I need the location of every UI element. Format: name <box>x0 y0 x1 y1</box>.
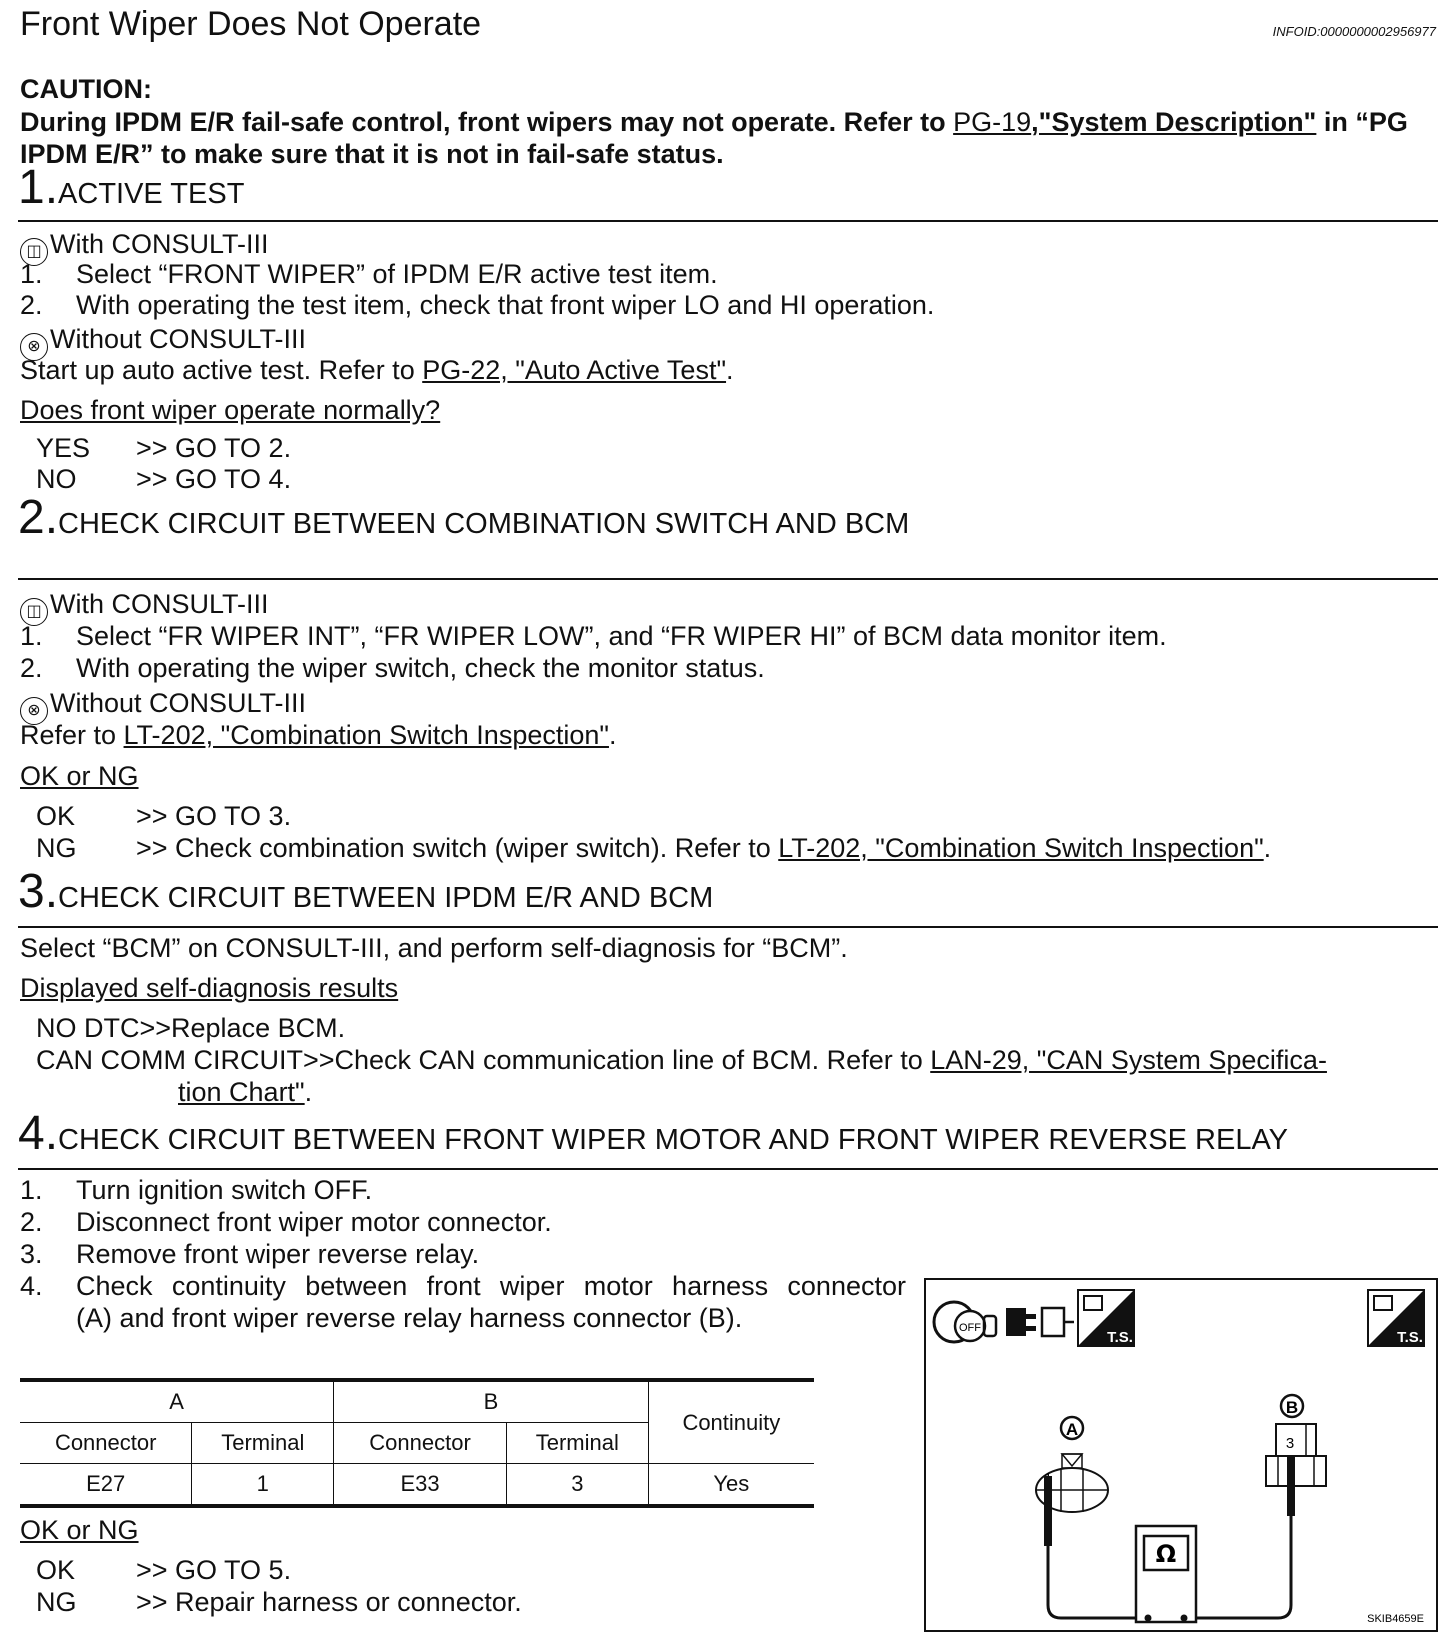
answer-no-text: >> GO TO 4. <box>136 464 292 494</box>
step-1-title: ACTIVE TEST <box>58 178 245 210</box>
step-1-number: 1. <box>18 161 59 214</box>
step-2-without-end: . <box>608 720 617 750</box>
step-2-item-1-text: Select “FR WIPER INT”, “FR WIPER LOW”, and “FR WIPER HI” of BCM data monitor item. <box>76 621 1167 651</box>
step-2-number: 2. <box>18 491 59 544</box>
step-2-item-1 <box>20 620 1167 652</box>
table-cell: 3 <box>506 1464 648 1507</box>
step-4-divider <box>18 1168 1438 1170</box>
step-1-header <box>18 161 245 214</box>
step-3-result-2-text: CAN COMM CIRCUIT>>Check CAN communication line of BCM. Refer to <box>36 1045 931 1075</box>
wire-a <box>1048 1546 1144 1618</box>
ignition-off-label: OFF <box>959 1322 981 1334</box>
ohm-symbol: Ω <box>1155 1540 1177 1568</box>
step-4-item-4-text: Check continuity between front wiper motor harness connector <box>76 1271 906 1301</box>
caution-link-code[interactable]: PG-19 <box>953 107 1032 137</box>
link-can-system-spec-cont[interactable]: tion Chart" <box>178 1077 305 1107</box>
step-1-without-prefix: Start up auto active test. Refer to <box>20 355 423 385</box>
table-cell: E27 <box>20 1464 192 1507</box>
continuity-diagram <box>924 1278 1438 1632</box>
step-4-item-4-cont: (A) and front wiper reverse relay harness connector (B). <box>76 1303 743 1333</box>
step-2-title: CHECK CIRCUIT BETWEEN COMBINATION SWITCH AND BCM <box>58 508 910 540</box>
step-4-header <box>18 1107 1288 1160</box>
step-4-item-1 <box>20 1174 372 1206</box>
step-2-divider <box>18 578 1438 580</box>
no-consult-icon: ⊗ <box>20 333 48 361</box>
answer-ok-text: >> GO TO 5. <box>136 1555 292 1585</box>
with-consult-2-label: With CONSULT-III <box>50 589 269 619</box>
step-1-answer-yes <box>36 432 291 464</box>
table-group-a: A <box>20 1380 334 1423</box>
answer-ng-key: NG <box>36 1587 77 1617</box>
with-consult-1-label: With CONSULT-III <box>50 229 269 259</box>
connector-b-label <box>1281 1395 1303 1417</box>
step-2-item-1-num: 1. <box>20 621 43 651</box>
caution-text-before: During IPDM E/R fail-safe control, front wipers may not operate. Refer to <box>20 107 954 137</box>
step-3-divider <box>18 926 1438 928</box>
step-3-title: CHECK CIRCUIT BETWEEN IPDM E/R AND BCM <box>58 882 714 914</box>
step-4-question: OK or NG <box>20 1515 139 1545</box>
step-4-item-2-text: Disconnect front wiper motor connector. <box>76 1207 552 1237</box>
step-3-result-2-cont <box>178 1076 312 1108</box>
figure-code: SKIB4659E <box>1367 1613 1424 1625</box>
info-id: INFOID:0000000002956977 <box>1272 24 1436 39</box>
step-2-answer-ng <box>36 832 1271 864</box>
step-3-result-2 <box>36 1044 1327 1076</box>
step-3-result-2-end: . <box>304 1077 313 1107</box>
step-4-title: CHECK CIRCUIT BETWEEN FRONT WIPER MOTOR AND FRONT WIPER REVERSE RELAY <box>58 1124 1288 1156</box>
answer-yes-key: YES <box>36 433 91 463</box>
step-4-item-2-num: 2. <box>20 1207 43 1237</box>
ts-label: T.S. <box>1397 1329 1423 1346</box>
step-4-item-3-text: Remove front wiper reverse relay. <box>76 1239 480 1269</box>
step-1-without-end: . <box>726 355 734 385</box>
table-cell: E33 <box>334 1464 507 1507</box>
step-2-answer-ok <box>36 800 291 832</box>
ts-label: T.S. <box>1107 1329 1133 1346</box>
consult-icon: ◫ <box>20 238 48 266</box>
ignition-off-icon <box>934 1302 996 1342</box>
step-4-item-4 <box>20 1270 906 1302</box>
connector-b-pin: 3 <box>1285 1435 1295 1452</box>
step-3-result-1: NO DTC>>Replace BCM. <box>36 1013 346 1043</box>
table-header-row <box>20 1380 814 1423</box>
continuity-table <box>20 1378 814 1508</box>
step-1-item-1-num: 1. <box>20 259 43 289</box>
probe-a <box>1044 1476 1052 1546</box>
answer-no-key: NO <box>36 464 77 494</box>
step-2-item-2-text: With operating the wiper switch, check the monitor status. <box>76 653 765 683</box>
table-cell: Yes <box>648 1464 814 1507</box>
step-1-item-1-text: Select “FRONT WIPER” of IPDM E/R active test item. <box>76 259 718 289</box>
table-connector-b: Connector <box>334 1423 507 1464</box>
answer-ng-end: . <box>1263 833 1272 863</box>
without-consult-1-label: Without CONSULT-III <box>50 324 307 354</box>
table-terminal-b: Terminal <box>506 1423 648 1464</box>
table-connector-a: Connector <box>20 1423 192 1464</box>
connector-b <box>1266 1424 1326 1486</box>
step-4-answer-ok <box>36 1554 291 1586</box>
step-1-divider <box>18 220 1438 222</box>
answer-ng-key: NG <box>36 833 77 863</box>
answer-ng-text: >> Repair harness or connector. <box>136 1587 522 1617</box>
answer-ok-key: OK <box>36 1555 76 1585</box>
step-4-item-3 <box>20 1238 479 1270</box>
answer-ok-key: OK <box>36 801 76 831</box>
step-3-number: 3. <box>18 865 59 918</box>
step-4-number: 4. <box>18 1107 59 1160</box>
table-terminal-a: Terminal <box>192 1423 334 1464</box>
step-2-item-2-num: 2. <box>20 653 43 683</box>
wire-b <box>1188 1516 1291 1618</box>
caution-text <box>20 106 1440 170</box>
link-combination-switch-inspection[interactable]: LT-202, "Combination Switch Inspection" <box>123 720 609 750</box>
step-4-item-2 <box>20 1206 552 1238</box>
answer-ng-text: >> Check combination switch (wiper switch). Refer to <box>136 833 779 863</box>
step-3-header <box>18 865 714 918</box>
table-cell: 1 <box>192 1464 334 1507</box>
step-4-item-1-text: Turn ignition switch OFF. <box>76 1175 373 1205</box>
step-1-item-2-text: With operating the test item, check that front wiper LO and HI operation. <box>76 290 935 320</box>
table-continuity-header: Continuity <box>648 1380 814 1464</box>
step-1-item-2 <box>20 289 934 321</box>
link-auto-active-test[interactable]: PG-22, "Auto Active Test" <box>422 355 727 385</box>
table-group-b: B <box>334 1380 649 1423</box>
step-4-answer-ng <box>36 1586 522 1618</box>
step-3-question: Displayed self-diagnosis results <box>20 973 399 1003</box>
step-2-without-text <box>20 719 616 751</box>
without-consult-2-label: Without CONSULT-III <box>50 688 307 718</box>
continuity-diagram-svg <box>926 1280 1435 1629</box>
probe-b <box>1287 1456 1295 1516</box>
ohmmeter-icon <box>1136 1526 1196 1622</box>
step-1-answer-no <box>36 463 291 495</box>
ts-icon <box>1368 1290 1424 1346</box>
step-2-without-prefix: Refer to <box>20 720 124 750</box>
link-can-system-spec[interactable]: LAN-29, "CAN System Specifica- <box>930 1045 1327 1075</box>
table-row <box>20 1464 814 1507</box>
connector-b-letter: B <box>1285 1398 1299 1417</box>
ts-icon <box>1078 1290 1134 1346</box>
disconnect-connector-icon <box>1006 1308 1074 1336</box>
answer-yes-text: >> GO TO 2. <box>136 433 292 463</box>
step-1-item-2-num: 2. <box>20 290 43 320</box>
answer-ok-text: >> GO TO 3. <box>136 801 292 831</box>
consult-icon: ◫ <box>20 598 48 626</box>
step-2-header <box>18 491 910 544</box>
step-4-item-1-num: 1. <box>20 1175 43 1205</box>
step-4-item-4-num: 4. <box>20 1271 43 1301</box>
step-2-item-2 <box>20 652 765 684</box>
caution-heading: CAUTION: <box>20 74 152 104</box>
step-3-text: Select “BCM” on CONSULT-III, and perform self-diagnosis for “BCM”. <box>20 933 848 963</box>
caution-text-after: in “PG IPDM E/R” to make sure that it is not in fail-safe status. <box>20 107 1408 169</box>
no-consult-icon: ⊗ <box>20 697 48 725</box>
caution-link-title[interactable]: ,"System Description" <box>1031 107 1317 137</box>
step-1-item-1 <box>20 258 718 290</box>
link-combination-switch-inspection-2[interactable]: LT-202, "Combination Switch Inspection" <box>778 833 1264 863</box>
step-1-question: Does front wiper operate normally? <box>20 395 441 425</box>
step-4-item-3-num: 3. <box>20 1239 43 1269</box>
connector-a-label <box>1061 1417 1083 1439</box>
step-2-question: OK or NG <box>20 761 139 791</box>
page-title: Front Wiper Does Not Operate <box>20 5 482 43</box>
step-1-without-text <box>20 354 734 386</box>
connector-a-letter: A <box>1065 1420 1079 1439</box>
